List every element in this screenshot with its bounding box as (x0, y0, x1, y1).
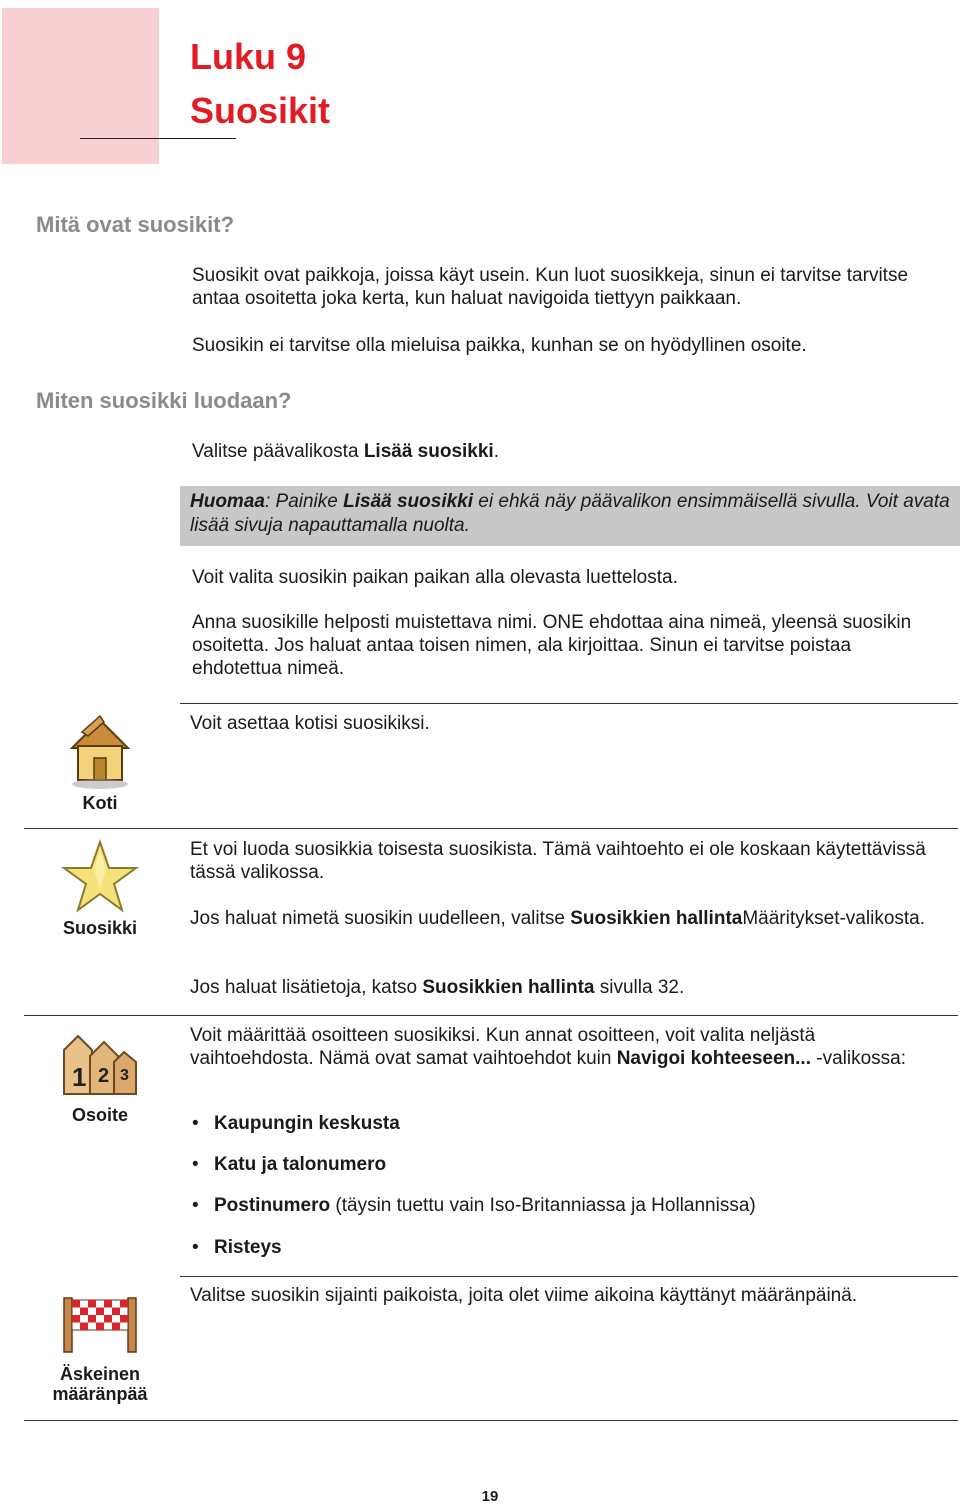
address-123-icon[interactable] (60, 1026, 140, 1102)
bullet-bold: Kaupungin keskusta (214, 1113, 400, 1134)
what-paragraph-1: Suosikit ovat paikkoja, joissa käyt usein. Kun luot suosikkeja, sinun ei tarvitse tarvitse antaa osoitetta joka kerta, kun haluat navigoida tiettyyn paikkaan. (192, 265, 909, 309)
house-icon[interactable] (60, 712, 140, 792)
option-address-text (190, 1024, 930, 1070)
how-step-bold: Lisää suosikki (363, 441, 494, 462)
divider-home (180, 703, 958, 704)
how-name-paragraph: Anna suosikille helposti muistettava nimi. ONE ehdottaa aina nimeä, yleensä suosikin osoitetta. Jos haluat antaa toisen nimen, ala kirjoittaa. Sinun ei tarvitse poistaa ehdotettua nimeä. (192, 612, 912, 679)
page-number: 19 (481, 1488, 499, 1505)
bullet-dot: • (192, 1154, 199, 1175)
address-text-prefix: Voit määrittää osoitteen suosikiksi. Kun annat osoitteen, voit valita neljästä vaihtoehdosta. Nämä ovat samat vaihtoehdot kuin (190, 1025, 816, 1069)
bullet-bold: Katu ja talonumero (214, 1154, 387, 1175)
bullet-dot: • (192, 1113, 199, 1134)
note-bold: Lisää suosikki (343, 491, 474, 512)
how-step (192, 440, 932, 463)
address-text-bold: Navigoi kohteeseen... (616, 1048, 811, 1069)
recent-label-line-2: määränpää (52, 1384, 148, 1404)
note-label: Huomaa (190, 491, 265, 512)
how-step-end: . (493, 441, 499, 462)
option-address-label: Osoite (71, 1105, 128, 1125)
note-mid: : Painike (264, 491, 344, 512)
section-heading-what: Mitä ovat suosikit? (36, 212, 235, 237)
chapter-number: Luku 9 (190, 36, 307, 77)
option-favourite-text-1: Et voi luoda suosikkia toisesta suosikista. Tämä vaihtoehto ei ole koskaan käytettävissä tässä valikossa. (190, 839, 926, 883)
how-step-text: Valitse päävalikosta (192, 441, 364, 462)
note-rest: ei ehkä näy päävalikon ensimmäisellä sivulla. Voit avata lisää sivuja napauttamalla nuolta. (190, 491, 950, 536)
address-text-suffix: -valikossa: (811, 1048, 907, 1069)
fav-text2-prefix: Jos haluat nimetä suosikin uudelleen, valitse (190, 908, 571, 929)
fav-text3-bold: Suosikkien hallinta (422, 977, 595, 998)
divider-favourite (24, 828, 958, 829)
option-favourite-text-3 (190, 976, 930, 999)
fav-text3-suffix: sivulla 32. (594, 977, 685, 998)
option-favourite-text-2 (190, 907, 930, 930)
what-paragraph-2: Suosikin ei tarvitse olla mieluisa paikka, kunhan se on hyödyllinen osoite. (192, 335, 807, 356)
option-home-text: Voit asettaa kotisi suosikiksi. (190, 713, 430, 734)
option-home-label: Koti (82, 793, 118, 813)
bullet-dot: • (192, 1195, 199, 1216)
chapter-divider (80, 138, 236, 139)
svg-text:3: 3 (120, 1067, 129, 1084)
recent-label-line-1: Äskeinen (59, 1364, 141, 1384)
option-favourite-label: Suosikki (62, 918, 138, 938)
divider-address (24, 1015, 958, 1016)
bullet-bold: Postinumero (214, 1195, 331, 1216)
bullet-rest: (täysin tuettu vain Iso-Britanniassa ja Hollannissa) (330, 1195, 756, 1216)
how-choose-paragraph: Voit valita suosikin paikan paikan alla olevasta luettelosta. (192, 567, 678, 588)
option-recent-text: Valitse suosikin sijainti paikoista, joita olet viime aikoina käyttänyt määränpäinä. (190, 1285, 858, 1306)
chapter-title (190, 30, 330, 138)
checkered-flag-icon[interactable] (60, 1292, 140, 1354)
svg-text:2: 2 (98, 1065, 110, 1087)
section-heading-how: Miten suosikki luodaan? (36, 388, 292, 413)
note-text (190, 490, 950, 538)
divider-recent (180, 1276, 958, 1277)
option-recent-label (30, 1364, 170, 1404)
fav-text3-prefix: Jos haluat lisätietoja, katso (190, 977, 423, 998)
chapter-color-block (2, 8, 159, 164)
fav-text2-suffix: Määritykset-valikosta. (742, 908, 926, 929)
bullet-bold: Risteys (214, 1237, 282, 1258)
star-icon[interactable] (60, 838, 140, 918)
fav-text2-bold: Suosikkien hallinta (570, 908, 743, 929)
divider-bottom (24, 1420, 958, 1421)
svg-text:1: 1 (72, 1062, 87, 1092)
chapter-name: Suosikit (190, 90, 331, 131)
bullet-dot: • (192, 1237, 199, 1258)
